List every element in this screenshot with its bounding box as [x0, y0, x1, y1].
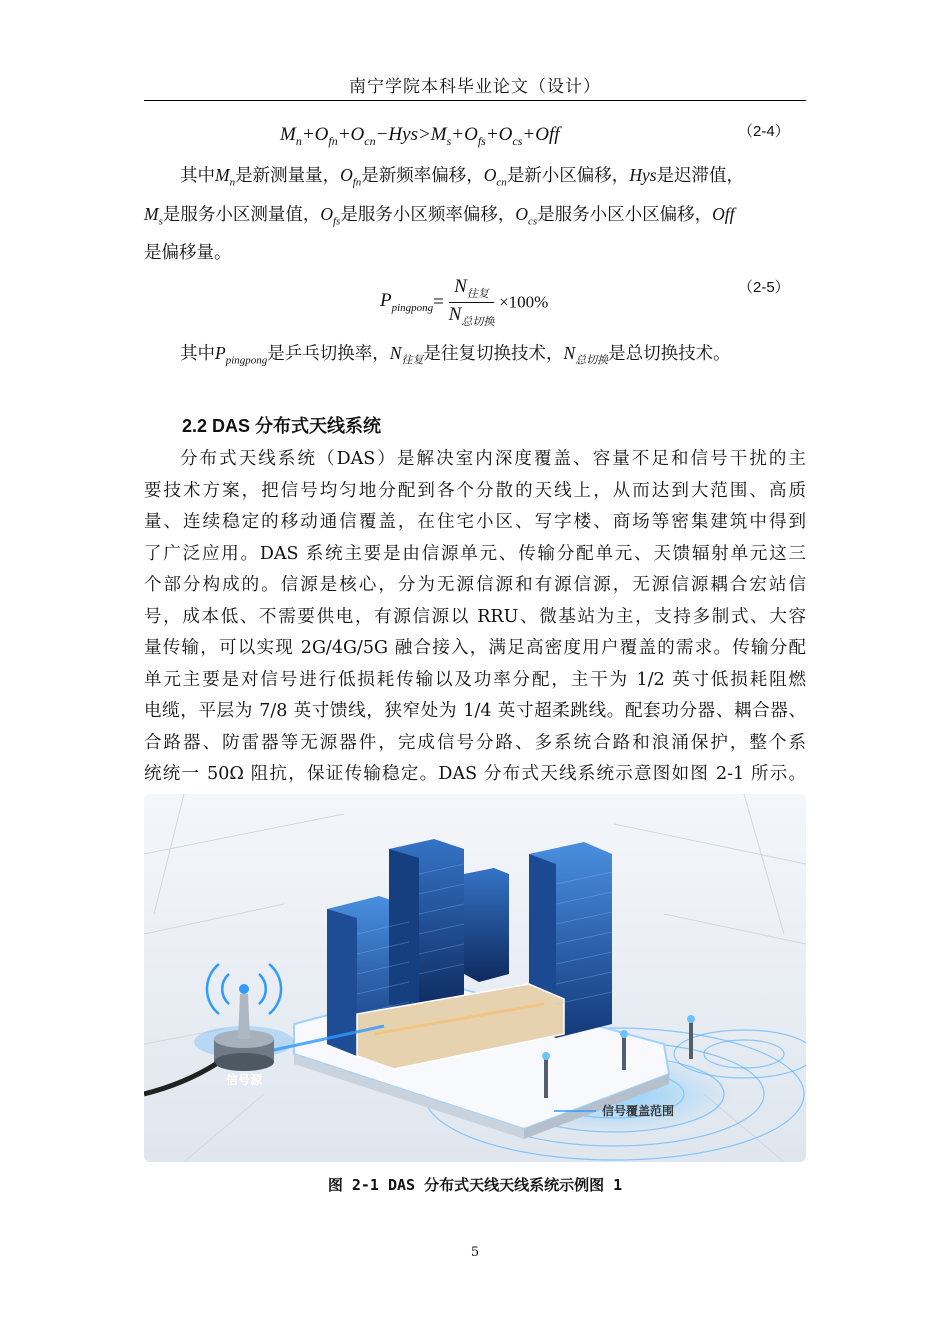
body-line: 分布式天线系统（DAS）是解决室内深度覆盖、容量不足和信号干扰的主 — [180, 449, 806, 469]
page-header: 南宁学院本科毕业论文（设计） — [349, 77, 601, 97]
equation-explanation-1: 其中$M_n$是新测量量，$O_{fn}$是新频率偏移，$O_{cn}$是新小区偏移，Hys是迟滞值， $M_s$是服务小区测量值，$O_{fs}$是服务小区频率偏移，$O_{cs}$是服务小区小区偏移，Off 是偏移量。 — [144, 165, 745, 263]
body-line: 电缆，平层为 7/8 英寸馈线，狭窄处为 1/4 英寸超柔跳线。配套功分器、耦合器、 — [144, 701, 806, 721]
equation-explanation-2: 其中$P_{pingpong}$是乒乓切换率，$N_{往复}$是往复切换技术，$N_{总切换}$是总切换技术。 — [180, 343, 731, 367]
section-heading: 2.2 DAS 分布式天线系统 — [182, 416, 382, 436]
page-number: 5 — [470, 1245, 480, 1260]
body-line: 量、连续稳定的移动通信覆盖，在住宅小区、写字楼、商场等密集建筑中得到 — [144, 512, 806, 532]
coverage-label: 信号覆盖范围 — [602, 1104, 675, 1118]
equation-number-2-5: （2-5） — [738, 279, 790, 296]
body-line: 单元主要是对信号进行低损耗传输以及功率分配，主干为 1/2 英寸低损耗阻燃 — [144, 669, 806, 690]
equation-2-4: $M_n+O_{fn}+O_{cn}-Hys>M_s+O_{fs}+O_{cs}+Off$ — [280, 124, 560, 148]
body-line: 要技术方案，把信号均匀地分配到各个分散的天线上，从而达到大范围、高质 — [144, 480, 806, 501]
figure-caption: 图 2-1 DAS 分布式天线天线系统示例图 1 — [327, 1176, 623, 1194]
body-line: 号，成本低、不需要供电，有源信源以 RRU、微基站为主，支持多制式、大容 — [144, 606, 806, 627]
body-line: 合路器、防雷器等无源器件，完成信号分路、多系统合路和浪涌保护，整个系 — [144, 732, 806, 753]
body-line: 统统一 50Ω 阻抗，保证传输稳定。DAS 分布式天线系统示意图如图 2-1 所示。 — [144, 764, 806, 784]
fraction: $\frac{N_{往复}}{N_{总切换}}$ — [448, 276, 495, 328]
equation-number-2-4: （2-4） — [738, 123, 790, 140]
body-line: 量传输，可以实现 2G/4G/5G 融合接入，满足高密度用户覆盖的需求。传输分配 — [144, 638, 806, 658]
signal-source-label: 信号源 — [225, 1073, 263, 1087]
body-line: 个部分构成的。信源是核心，分为无源信源和有源信源，无源信源耦合宏站信 — [144, 575, 806, 595]
equation-2-5: $P_{pingpong}=$ $\frac{N_{往复}}{N_{总切换}}$ ×100% — [380, 276, 549, 328]
das-illustration — [144, 794, 806, 1162]
body-paragraph — [144, 444, 806, 791]
header-rule — [144, 100, 806, 101]
body-line: 了广泛应用。DAS 系统主要是由信源单元、传输分配单元、天馈辐射单元这三 — [144, 543, 806, 564]
